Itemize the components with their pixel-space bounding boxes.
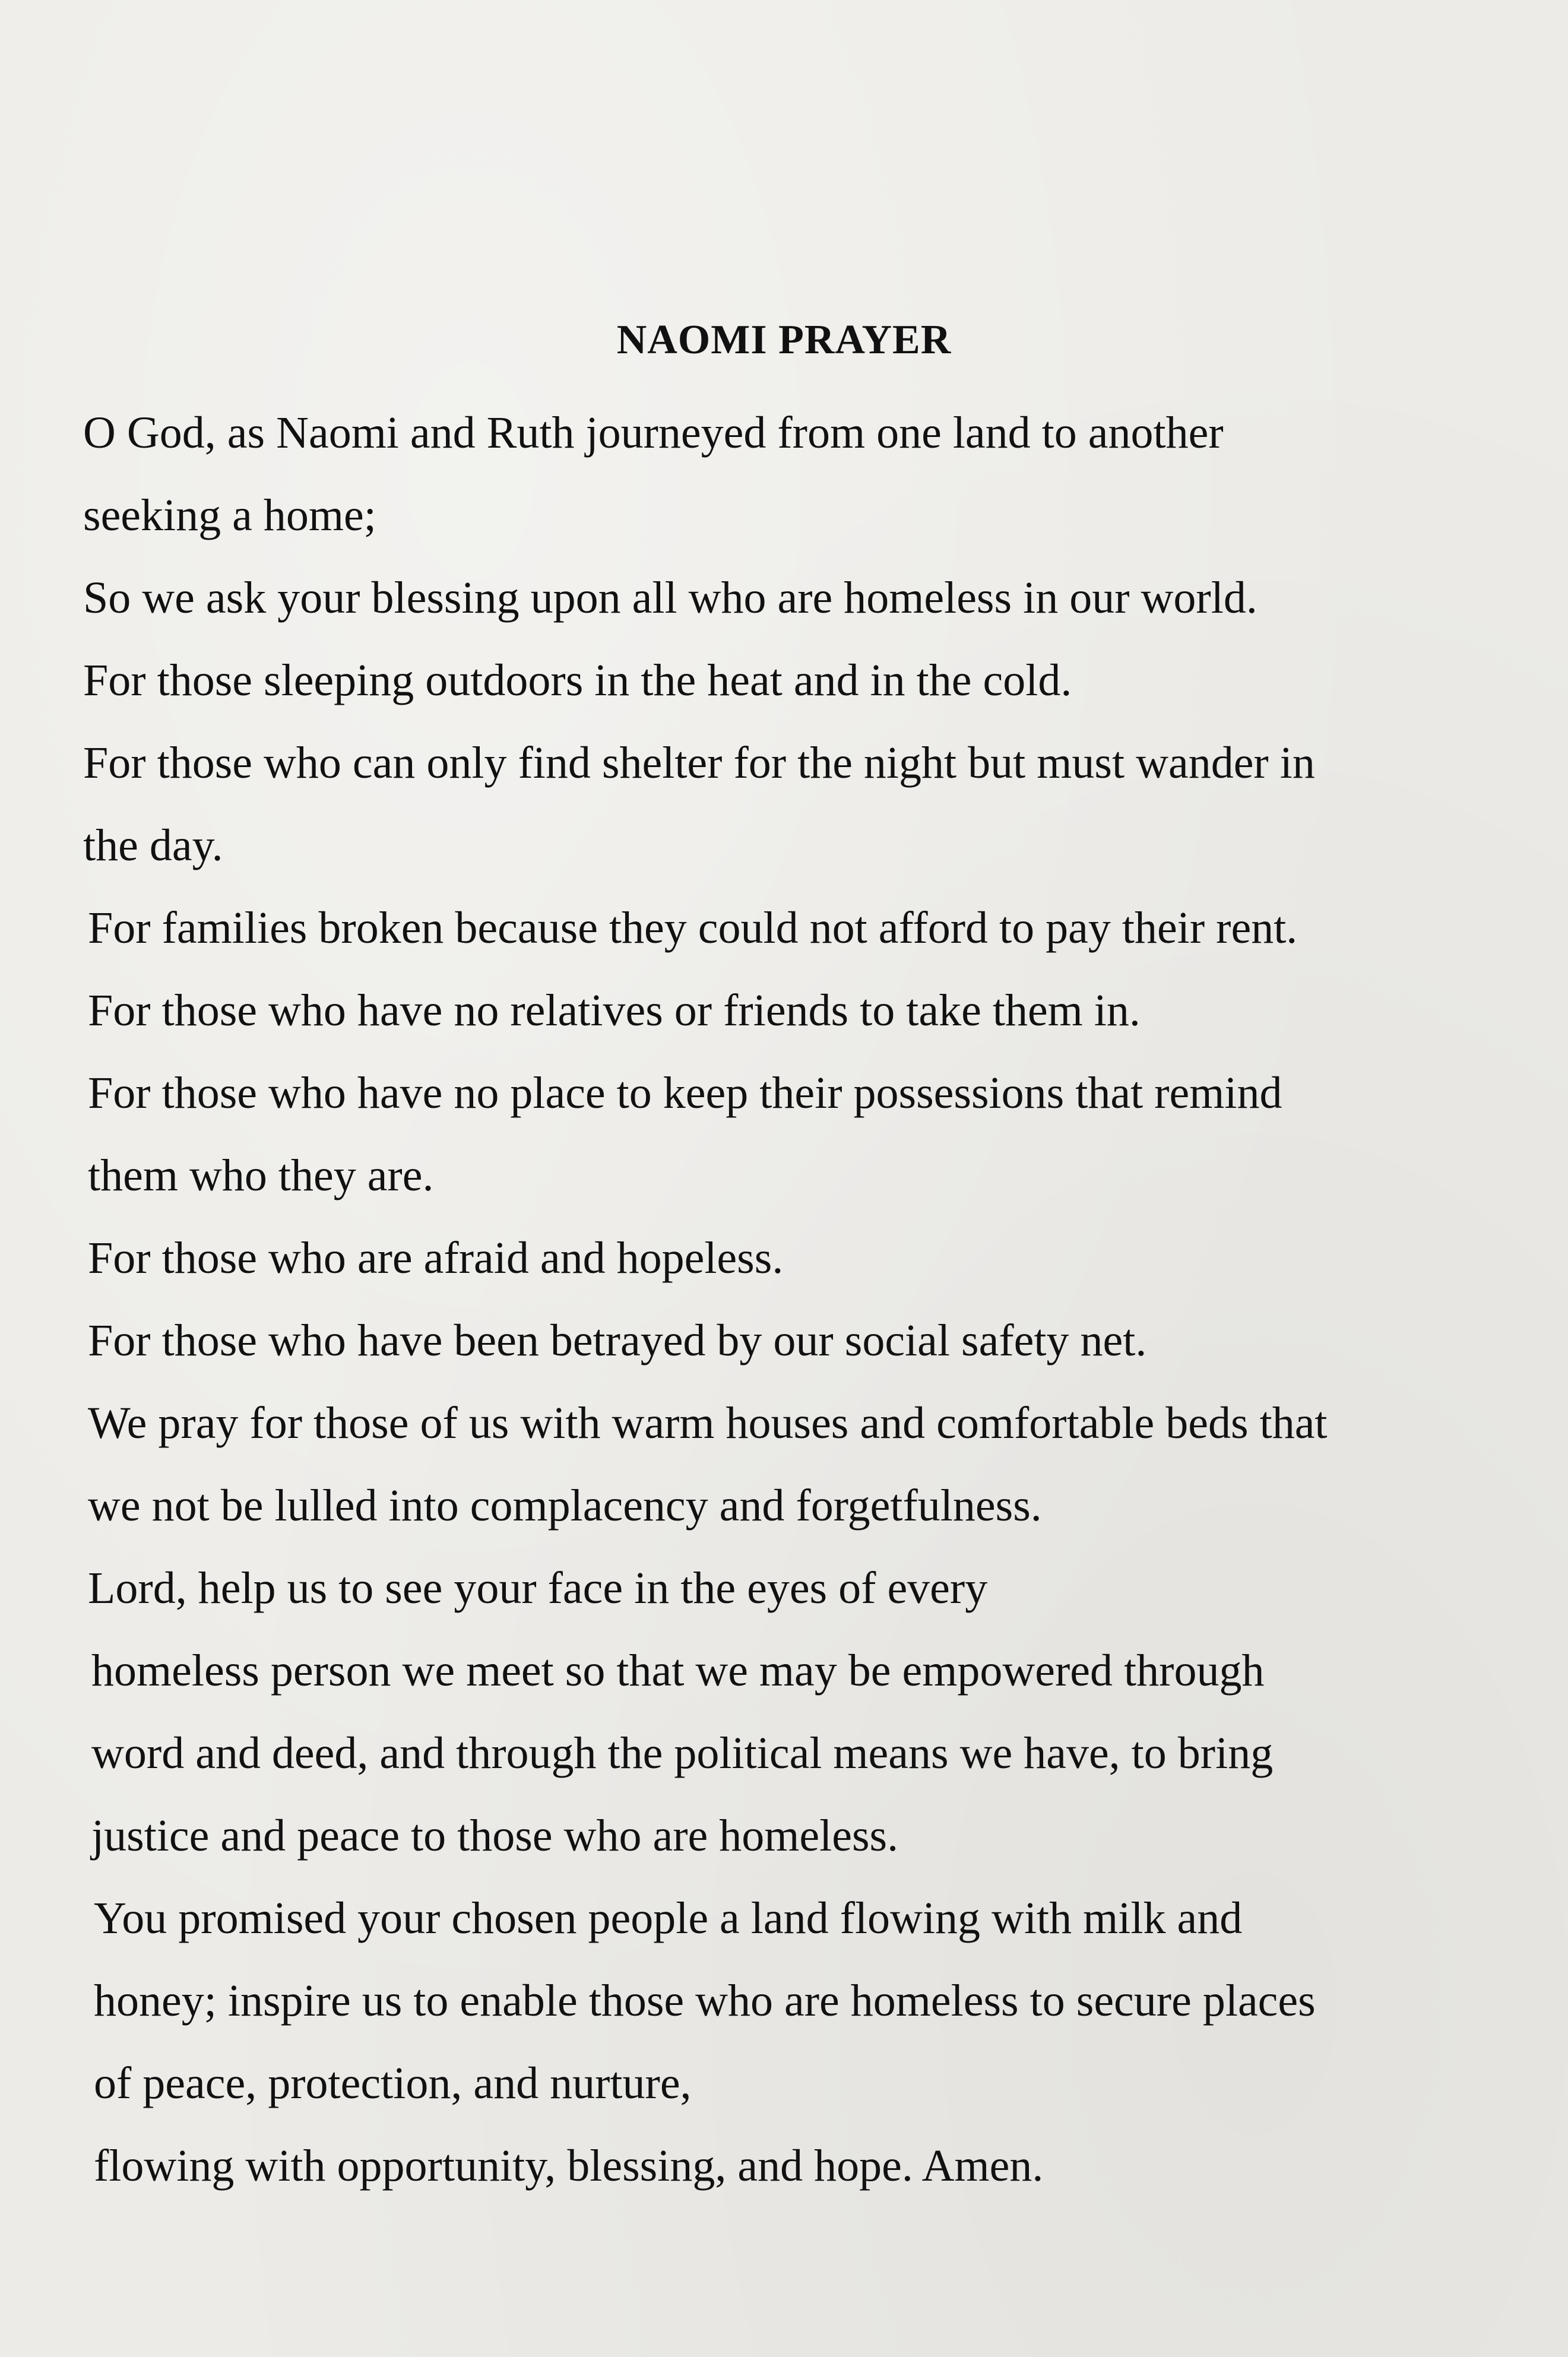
prayer-line: of peace, protection, and nurture, [94,2058,692,2108]
prayer-line: We pray for those of us with warm houses and comfortable beds that [88,1398,1328,1448]
prayer-line: For those who are afraid and hopeless. [88,1233,784,1283]
prayer-line: For those who can only find shelter for the night but must wander in [83,738,1315,788]
prayer-line: So we ask your blessing upon all who are homeless in our world. [83,573,1257,623]
prayer-line: the day. [83,820,223,870]
prayer-line: we not be lulled into complacency and forgetfulness. [88,1481,1042,1531]
prayer-line: them who they are. [88,1151,434,1200]
prayer-line: For those who have no place to keep their possessions that remind [88,1068,1282,1118]
prayer-line: For families broken because they could not afford to pay their rent. [88,903,1298,953]
prayer-line: homeless person we meet so that we may be empowered through [91,1646,1265,1696]
prayer-line: seeking a home; [83,490,376,540]
prayer-line: O God, as Naomi and Ruth journeyed from one land to another [83,408,1224,458]
prayer-line: justice and peace to those who are homeless. [91,1811,899,1861]
prayer-line: For those who have been betrayed by our social safety net. [88,1316,1147,1366]
prayer-line: For those who have no relatives or friends to take them in. [88,986,1141,1035]
prayer-line: flowing with opportunity, blessing, and hope. Amen. [94,2141,1044,2191]
prayer-body [83,392,1508,2207]
page-title: NAOMI PRAYER [616,317,952,363]
prayer-line: You promised your chosen people a land flowing with milk and [94,1893,1243,1943]
prayer-line: For those sleeping outdoors in the heat and in the cold. [83,655,1072,705]
prayer-line: Lord, help us to see your face in the eyes of every [88,1563,988,1613]
prayer-line: honey; inspire us to enable those who are homeless to secure places [94,1976,1316,2026]
prayer-line: word and deed, and through the political means we have, to bring [91,1728,1274,1778]
